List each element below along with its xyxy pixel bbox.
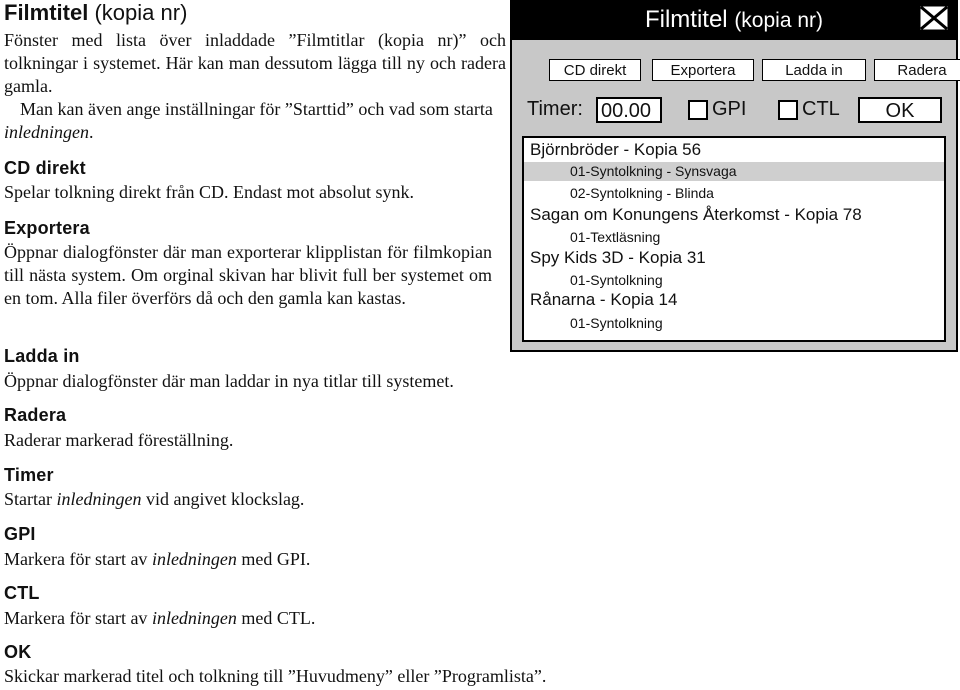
timer-label: Timer: [527,98,583,120]
heading-ladda-in: Ladda in [4,346,80,366]
text-timer-post: vid angivet klockslag. [141,489,305,509]
window-body [512,40,956,350]
heading-cd-direkt: CD direkt [4,158,86,178]
ok-button[interactable]: OK [858,97,942,123]
ladda-in-button[interactable]: Ladda in [762,59,866,81]
heading-exportera: Exportera [4,218,90,238]
text-gpi [4,548,506,571]
text-timer [4,488,506,511]
text-ctl-em: inledningen [151,608,237,628]
list-item-title[interactable]: Björnbröder - Kopia 56 [530,140,702,159]
doc-title-suffix: (kopia nr) [94,0,188,25]
doc-intro-2-post: . [88,122,94,142]
window-title [510,0,958,38]
heading-gpi: GPI [4,524,36,544]
text-ok: Skickar markerad titel och tolkning till ”Huvudmeny” eller ”Programlista”. [4,666,547,686]
text-timer-em: inledningen [56,489,142,509]
heading-timer: Timer [4,465,54,485]
text-gpi-pre: Markera för start av [4,549,152,569]
filmtitel-window [510,0,958,352]
window-title-main: Filmtitel [644,6,728,33]
text-cd-direkt: Spelar tolkning direkt från CD. Endast mot absolut synk. [4,182,414,202]
heading-ok: OK [4,642,32,662]
close-icon[interactable] [920,6,948,30]
heading-ctl: CTL [4,583,40,603]
timer-input[interactable]: 00.00 [596,97,662,123]
doc-title-main: Filmtitel [4,0,89,25]
title-list[interactable] [522,136,946,342]
text-timer-pre: Startar [4,489,57,509]
text-gpi-em: inledningen [151,549,237,569]
doc-intro-2-em: inledningen [4,122,89,142]
list-item-interp-selected[interactable]: 01-Syntolkning - Synsvaga [524,162,944,181]
text-ctl [4,607,506,630]
ctl-label: CTL [802,98,840,120]
exportera-button[interactable]: Exportera [652,59,754,81]
list-item-title[interactable]: Sagan om Konungens Återkomst - Kopia 78 [530,205,862,224]
heading-radera: Radera [4,405,67,425]
window-title-suffix: (kopia nr) [734,9,824,32]
text-ctl-post: med CTL. [236,608,316,628]
text-ctl-pre: Markera för start av [4,608,152,628]
list-item-interp[interactable]: 01-Syntolkning [570,272,663,288]
doc-intro-2-pre: Man kan även ange inställningar för ”Starttid” och vad som starta [20,99,493,119]
radera-button[interactable]: Radera [874,59,960,81]
list-item-title[interactable]: Rånarna - Kopia 14 [530,290,678,309]
text-ladda-in: Öppnar dialogfönster där man laddar in nya titlar till systemet. [4,371,454,391]
gpi-label: GPI [712,98,747,120]
ctl-checkbox[interactable] [778,100,798,120]
list-item-title[interactable]: Spy Kids 3D - Kopia 31 [530,248,706,267]
list-item-interp[interactable]: 01-Syntolkning [570,315,663,331]
gpi-checkbox[interactable] [688,100,708,120]
text-exportera: Öppnar dialogfönster där man exporterar klipplistan för filmkopian till nästa system. Om orginal skivan har blivit full ber systemet om en tom. Alla filer överförs då och den gamla kan kastas. [4,242,492,308]
cd-direkt-button[interactable]: CD direkt [549,59,641,81]
doc-intro-1: Fönster med lista över inladdade ”Filmtitlar (kopia nr)” och tolkningar i systemet. Här kan man dessutom lägga till ny och radera gamla. [4,30,506,96]
list-item-interp[interactable]: 01-Textläsning [570,229,661,245]
doc-title [4,0,187,26]
doc-intro-2 [4,98,499,144]
text-radera: Raderar markerad föreställning. [4,430,234,450]
text-gpi-post: med GPI. [236,549,311,569]
list-item-interp[interactable]: 02-Syntolkning - Blinda [570,185,714,201]
